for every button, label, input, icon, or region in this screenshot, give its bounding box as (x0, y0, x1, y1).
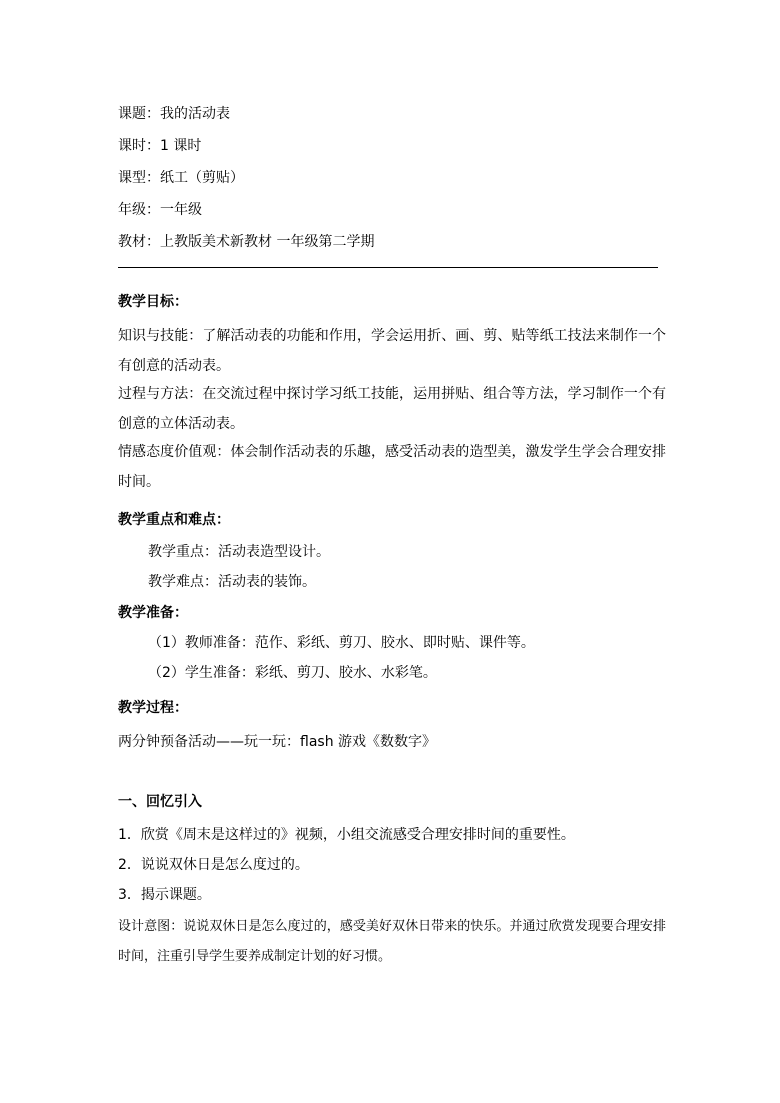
objectives-heading: 教学目标： (118, 294, 188, 310)
keypoints-heading: 教学重点和难点： (118, 512, 230, 528)
lesson-type-line: 课型：纸工（剪贴） (118, 170, 244, 186)
section1-item3: 3．揭示课题。 (118, 887, 211, 903)
section1-item2: 2．说说双休日是怎么度过的。 (118, 857, 309, 873)
textbook-line: 教材：上教版美术新教材 一年级第二学期 (118, 234, 375, 250)
process-heading: 教学过程： (118, 700, 188, 716)
objective-knowledge: 知识与技能：了解活动表的功能和作用，学会运用折、画、剪、贴等纸工技法来制作一个有创意的活动表。 (118, 328, 666, 374)
keypoint-key: 教学重点：活动表造型设计。 (148, 544, 330, 560)
design-intent: 设计意图：说说双休日是怎么度过的，感受美好双休日带来的快乐。并通过欣赏发现要合理安排时间，注重引导学生要养成制定计划的好习惯。 (118, 919, 666, 964)
preparation-heading: 教学准备： (118, 605, 188, 621)
keypoint-difficult: 教学难点：活动表的装饰。 (148, 574, 316, 590)
objective-emotion: 情感态度价值观：体会制作活动表的乐趣，感受活动表的造型美，激发学生学会合理安排时间。 (118, 444, 666, 490)
objective-process: 过程与方法：在交流过程中探讨学习纸工技能，运用拼贴、组合等方法，学习制作一个有创意的立体活动表。 (118, 386, 666, 432)
section1-heading: 一、回忆引入 (118, 794, 202, 810)
grade-line: 年级：一年级 (118, 202, 202, 218)
period-line: 课时：1 课时 (118, 138, 202, 154)
preparation-teacher: （1）教师准备：范作、彩纸、剪刀、胶水、即时贴、课件等。 (148, 635, 535, 651)
topic-line: 课题：我的活动表 (118, 106, 230, 122)
warmup-activity: 两分钟预备活动——玩一玩：flash 游戏《数数字》 (118, 734, 437, 750)
preparation-student: （2）学生准备：彩纸、剪刀、胶水、水彩笔。 (148, 665, 437, 681)
separator-rule (118, 267, 658, 268)
section1-item1: 1．欣赏《周末是这样过的》视频，小组交流感受合理安排时间的重要性。 (118, 827, 575, 843)
